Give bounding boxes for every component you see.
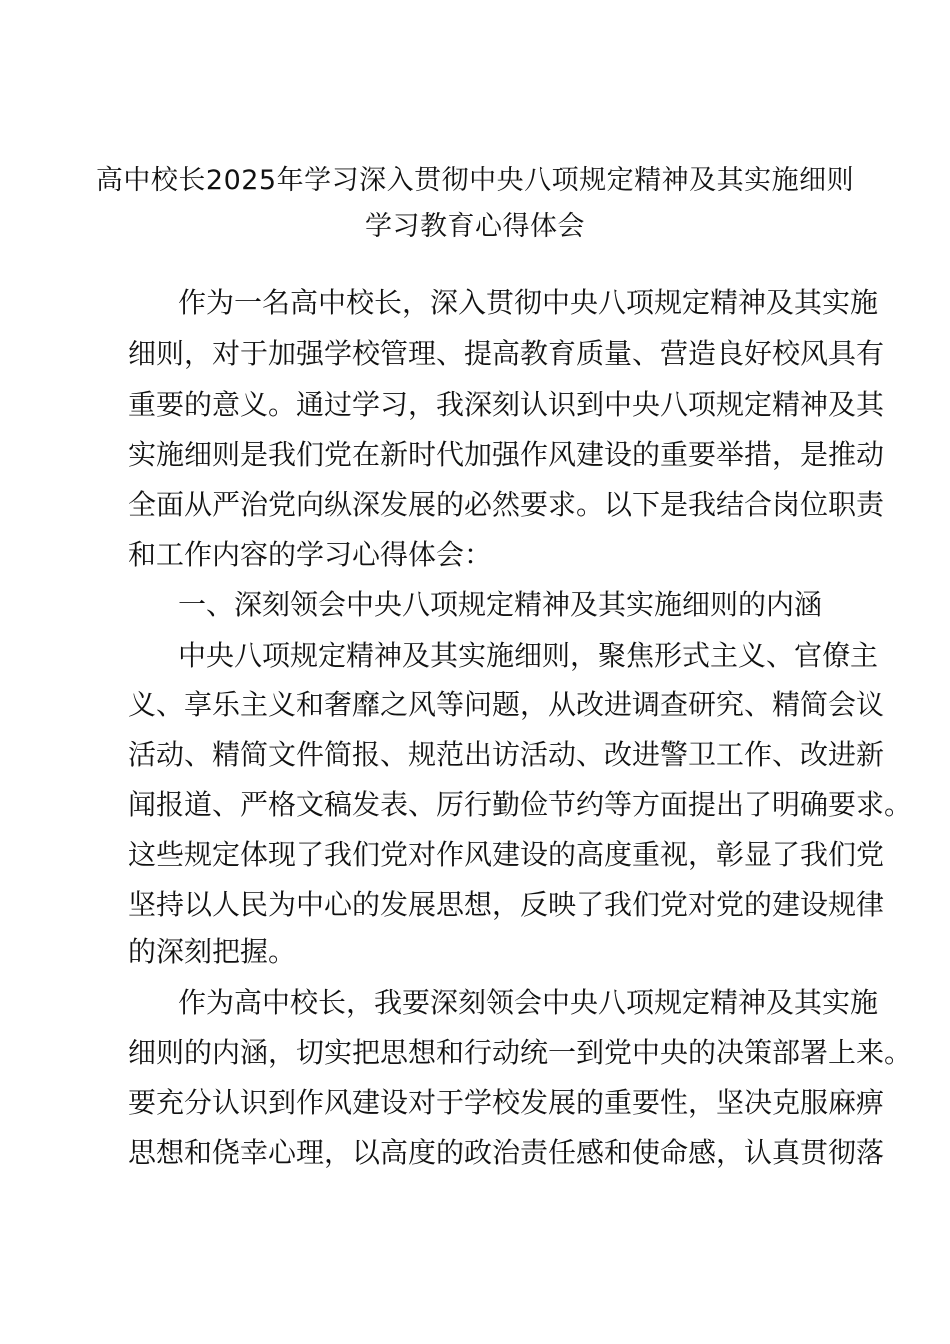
paragraph-line: 实施细则是我们党在新时代加强作风建设的重要举措，是推动 [128,438,885,471]
paragraph-line: 思想和侥幸心理，以高度的政治责任感和使命感，认真贯彻落 [128,1136,885,1169]
paragraph-line: 细则，对于加强学校管理、提高教育质量、营造良好校风具有 [128,337,885,370]
paragraph-line: 坚持以人民为中心的发展思想，反映了我们党对党的建设规律 [128,888,885,921]
document-title-line-2: 学习教育心得体会 [365,211,585,242]
paragraph-line: 这些规定体现了我们党对作风建设的高度重视，彰显了我们党 [128,838,885,871]
paragraph-line: 作为高中校长，我要深刻领会中央八项规定精神及其实施 [178,986,879,1019]
document-title-line-1: 高中校长2025年学习深入贯彻中央八项规定精神及其实施细则 [95,165,855,196]
paragraph-line: 的深刻把握。 [128,935,297,968]
paragraph-line: 作为一名高中校长，深入贯彻中央八项规定精神及其实施 [178,286,879,319]
paragraph-line: 重要的意义。通过学习，我深刻认识到中央八项规定精神及其 [128,388,885,421]
paragraph-line: 全面从严治党向纵深发展的必然要求。以下是我结合岗位职责 [128,488,885,521]
paragraph-line: 活动、精简文件简报、规范出访活动、改进警卫工作、改进新 [128,738,885,771]
paragraph-line: 义、享乐主义和奢靡之风等问题，从改进调查研究、精简会议 [128,688,885,721]
section-heading: 一、深刻领会中央八项规定精神及其实施细则的内涵 [178,588,823,621]
paragraph-line: 细则的内涵，切实把思想和行动统一到党中央的决策部署上来。 [128,1036,913,1069]
paragraph-line: 闻报道、严格文稿发表、厉行勤俭节约等方面提出了明确要求。 [128,788,913,821]
paragraph-line: 要充分认识到作风建设对于学校发展的重要性，坚决克服麻痹 [128,1086,885,1119]
paragraph-line: 和工作内容的学习心得体会： [128,538,493,571]
paragraph-line: 中央八项规定精神及其实施细则，聚焦形式主义、官僚主 [178,639,879,672]
